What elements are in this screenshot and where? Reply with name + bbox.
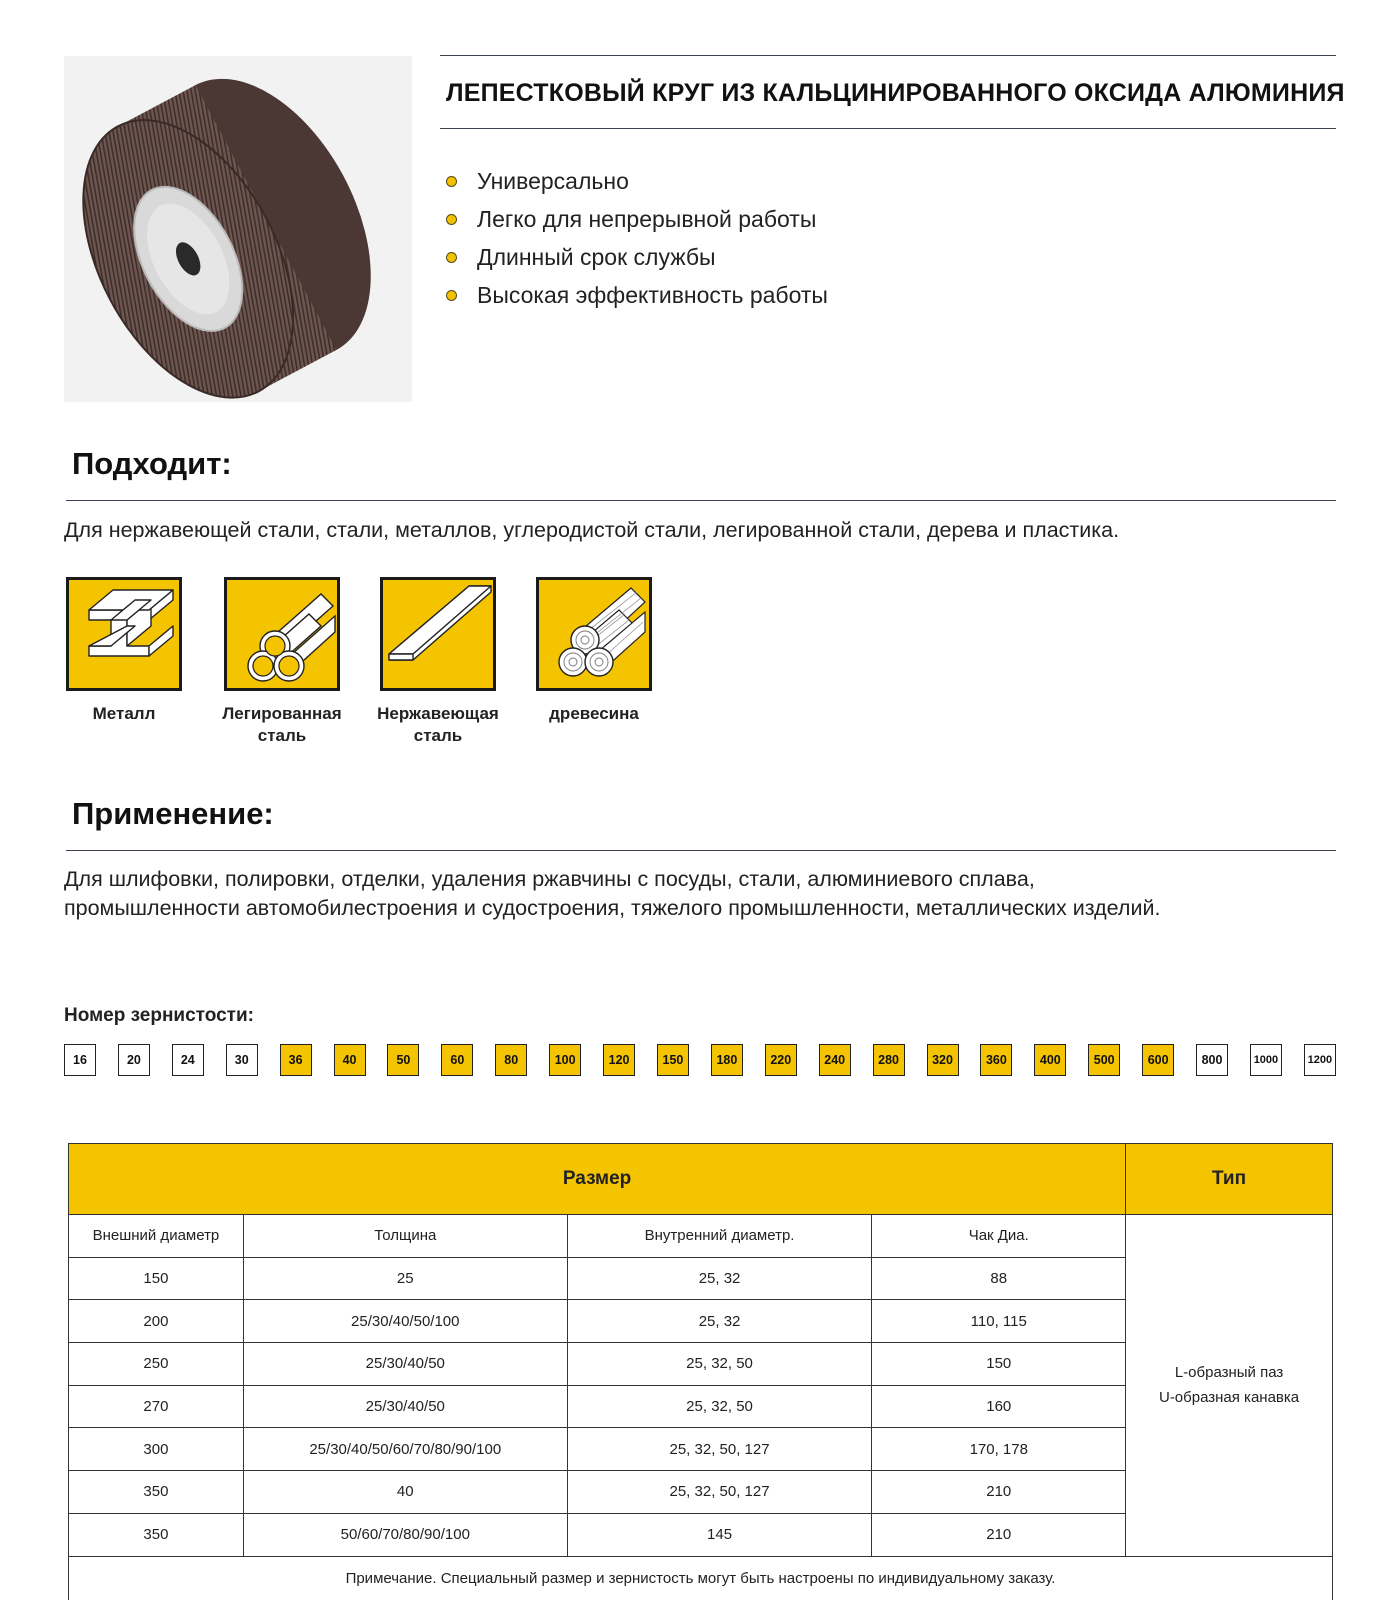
table-cell: 270 [69, 1385, 244, 1428]
column-header-row [69, 1215, 1333, 1258]
application-rule [66, 850, 1336, 851]
grit-box: 400 [1034, 1044, 1066, 1076]
table-cell: 25, 32, 50, 127 [567, 1471, 872, 1514]
feature-item [446, 238, 828, 276]
suitable-rule [66, 500, 1336, 501]
feature-text: Универсально [477, 167, 629, 194]
feature-item [446, 162, 828, 200]
table-cell: 88 [872, 1257, 1126, 1300]
grit-box: 1000 [1250, 1044, 1282, 1076]
i-beam-icon [66, 577, 182, 691]
column-header: Чак Диа. [872, 1215, 1126, 1258]
table-cell: 350 [69, 1513, 244, 1556]
title-rule-top [440, 55, 1336, 56]
bullet-icon [446, 252, 457, 263]
pipes-icon [224, 577, 340, 691]
feature-list [446, 162, 828, 314]
grit-box: 24 [172, 1044, 204, 1076]
table-cell: 145 [567, 1513, 872, 1556]
material-label: Нержавеющая сталь [377, 704, 499, 745]
grit-box: 180 [711, 1044, 743, 1076]
grit-box: 220 [765, 1044, 797, 1076]
table-cell: 25/30/40/50/100 [243, 1300, 567, 1343]
table-cell: 25 [243, 1257, 567, 1300]
grit-box: 500 [1088, 1044, 1120, 1076]
table-cell: 25, 32, 50 [567, 1343, 872, 1386]
table-cell: 210 [872, 1513, 1126, 1556]
application-text [64, 865, 1160, 923]
table-cell: 25, 32, 50, 127 [567, 1428, 872, 1471]
grit-box: 60 [441, 1044, 473, 1076]
grit-list [64, 1044, 1336, 1076]
material-alloy-steel [212, 577, 352, 747]
table-cell: 350 [69, 1471, 244, 1514]
material-metal [54, 577, 194, 725]
table-cell: 160 [872, 1385, 1126, 1428]
grit-box: 36 [280, 1044, 312, 1076]
grit-box: 100 [549, 1044, 581, 1076]
suitable-text: Для нержавеющей стали, стали, металлов, углеродистой стали, легированной стали, дерева и пластика. [64, 518, 1120, 542]
bullet-icon [446, 214, 457, 225]
grit-box: 40 [334, 1044, 366, 1076]
table-cell: 250 [69, 1343, 244, 1386]
suitable-heading: Подходит: [72, 446, 232, 481]
grit-box: 360 [980, 1044, 1012, 1076]
bullet-icon [446, 176, 457, 187]
grit-box: 240 [819, 1044, 851, 1076]
type-cell [1126, 1215, 1333, 1557]
column-header: Внешний диаметр [69, 1215, 244, 1258]
table-cell: 300 [69, 1428, 244, 1471]
material-wood [524, 577, 664, 725]
table-cell: 50/60/70/80/90/100 [243, 1513, 567, 1556]
column-header: Толщина [243, 1215, 567, 1258]
size-header: Размер [69, 1144, 1126, 1215]
table-cell: 40 [243, 1471, 567, 1514]
table-note: Примечание. Специальный размер и зернистость могут быть настроены по индивидуальному заказу. [69, 1556, 1333, 1600]
grit-box: 600 [1142, 1044, 1174, 1076]
material-label: Металл [92, 704, 156, 723]
grit-box: 20 [118, 1044, 150, 1076]
table-header-row [69, 1144, 1333, 1215]
table-cell: 25, 32 [567, 1300, 872, 1343]
product-image [64, 56, 412, 402]
feature-text: Длинный срок службы [477, 243, 716, 270]
flap-wheel-image [64, 56, 412, 402]
feature-item [446, 200, 828, 238]
feature-text: Высокая эффективность работы [477, 281, 828, 308]
bullet-icon [446, 290, 457, 301]
grit-box: 280 [873, 1044, 905, 1076]
type-header: Тип [1126, 1144, 1333, 1215]
table-cell: 25/30/40/50/60/70/80/90/100 [243, 1428, 567, 1471]
steel-plate-icon [380, 577, 496, 691]
grit-box: 50 [387, 1044, 419, 1076]
material-stainless-steel [368, 577, 508, 747]
table-cell: 210 [872, 1471, 1126, 1514]
table-cell: 25, 32 [567, 1257, 872, 1300]
grit-box: 120 [603, 1044, 635, 1076]
table-cell: 25, 32, 50 [567, 1385, 872, 1428]
table-cell: 150 [69, 1257, 244, 1300]
feature-item [446, 276, 828, 314]
table-cell: 170, 178 [872, 1428, 1126, 1471]
grit-box: 150 [657, 1044, 689, 1076]
title-rule-bottom [440, 128, 1336, 129]
type-line: L-образный паз [1174, 1364, 1284, 1382]
grit-label: Номер зернистости: [64, 1005, 254, 1026]
note-row [69, 1556, 1333, 1600]
application-text-line: Для шлифовки, полировки, отделки, удаления ржавчины с посуды, стали, алюминиевого сплава, [64, 867, 1035, 891]
product-title: ЛЕПЕСТКОВЫЙ КРУГ ИЗ КАЛЬЦИНИРОВАННОГО ОКСИДА АЛЮМИНИЯ [446, 79, 1345, 107]
grit-box: 16 [64, 1044, 96, 1076]
grit-box: 30 [226, 1044, 258, 1076]
material-label: древесина [549, 704, 639, 723]
grit-box: 800 [1196, 1044, 1228, 1076]
table-cell: 200 [69, 1300, 244, 1343]
spec-table [68, 1143, 1333, 1600]
grit-box: 320 [927, 1044, 959, 1076]
wood-logs-icon [536, 577, 652, 691]
table-cell: 25/30/40/50 [243, 1343, 567, 1386]
material-label: Легированная сталь [222, 704, 342, 745]
type-line: U-образная канавка [1158, 1389, 1300, 1407]
table-cell: 150 [872, 1343, 1126, 1386]
application-heading: Применение: [72, 796, 274, 831]
grit-box: 1200 [1304, 1044, 1336, 1076]
table-cell: 25/30/40/50 [243, 1385, 567, 1428]
column-header: Внутренний диаметр. [567, 1215, 872, 1258]
grit-box: 80 [495, 1044, 527, 1076]
application-text-line: промышленности автомобилестроения и судостроения, тяжелого промышленности, металлических изделий. [64, 896, 1161, 920]
table-cell: 110, 115 [872, 1300, 1126, 1343]
feature-text: Легко для непрерывной работы [477, 205, 817, 232]
